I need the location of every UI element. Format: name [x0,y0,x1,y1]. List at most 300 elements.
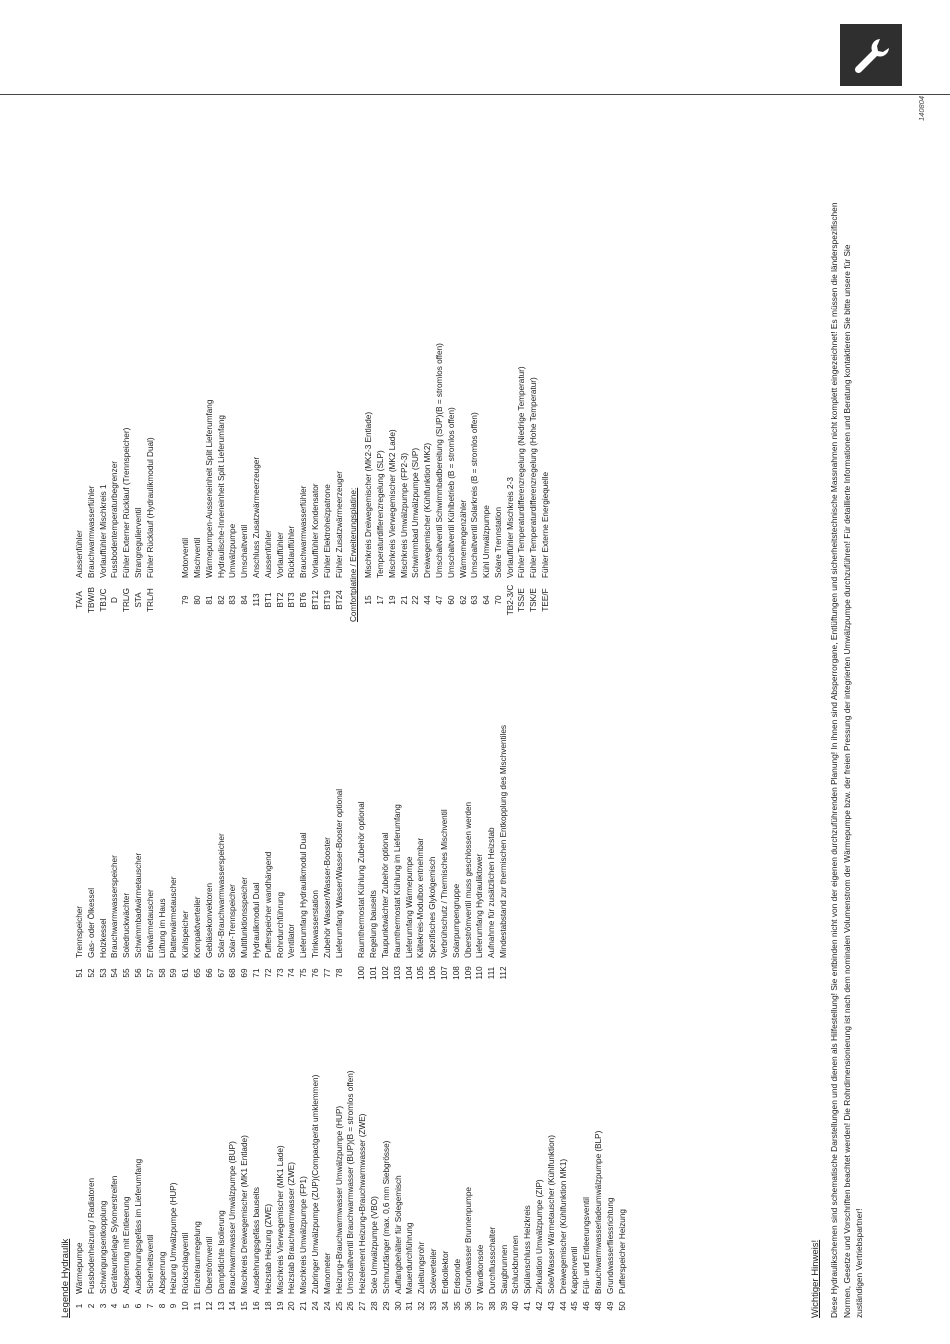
legend-label: Lieferumfang Wasser/Wasser-Booster optional [334,788,344,958]
legend-row [121,725,133,988]
legend-title: Legende Hydraulik [60,1238,71,1318]
note-title: Wichtiger Hinweis! [810,1239,821,1318]
service-badge [840,24,902,86]
legend-number: STA [133,592,143,608]
legend-label: Kompaktverteiler [192,896,202,958]
legend-row [74,1071,86,1318]
legend-row [387,343,399,622]
legend-row [239,1071,251,1318]
legend-list-3 [74,343,345,622]
legend-row [399,343,411,622]
legend-row [363,343,375,622]
legend-row [322,343,334,622]
legend-number: 4 [110,1303,120,1309]
legend-label: Brauchwarmwasserspeicher [110,855,120,958]
legend-row [416,1071,428,1318]
legend-number: 69 [240,968,250,978]
legend-number: 51 [75,968,84,978]
legend-label: Aussenfühler [263,530,273,578]
legend-row [415,725,427,988]
legend-number: 50 [617,1301,627,1311]
legend-row [334,1071,346,1318]
legend-row [286,725,298,988]
legend-number: 112 [498,966,508,980]
legend-number: 15 [240,1301,250,1311]
legend-label: Fühler Externe Energiequelle [541,471,551,578]
legend-label: Erdwärmetauscher [145,889,155,958]
legend-label: Taupunktwächter Zubehör optional [380,832,390,958]
rotated-legend-sheet [58,118,918,1318]
legend-number: 102 [380,966,390,980]
legend-number: 72 [263,968,273,978]
legend-number: TB1/C [98,588,108,612]
legend-number: 33 [428,1301,438,1311]
legend-label: Plattenwärmetauscher [169,876,179,958]
legend-row [368,725,380,988]
legend-row [133,1071,145,1318]
legend-row [446,343,458,622]
legend-label: Vorlauffühler [275,532,285,578]
legend-number: 42 [535,1301,545,1311]
legend-row [109,725,121,988]
legend-row [593,1071,605,1318]
legend-label: Umschaltventil Solarkreis (B = stromlos offen) [470,412,480,578]
legend-row [393,1071,405,1318]
legend-row [428,1071,440,1318]
legend-row [180,725,192,988]
legend-number: 35 [452,1301,462,1311]
legend-label: Absperrung [157,1251,167,1294]
legend-number: 101 [369,966,379,980]
legend-label: Ausdehnungsgefäss im Lieferumfang [133,1158,143,1294]
legend-row [381,1071,393,1318]
legend-label: Regelung bauseits [369,890,379,958]
legend-column-1 [58,1071,628,1318]
legend-row [251,725,263,988]
legend-row [298,725,310,988]
legend-number: 44 [558,1301,568,1311]
legend-row [510,1071,522,1318]
legend-row [168,725,180,988]
legend-number: BT24 [334,590,344,610]
legend-number: 39 [499,1301,509,1311]
legend-label: Gas- oder Ölkessel [86,887,96,958]
legend-number: 20 [287,1301,297,1311]
legend-label: Zubringer Umwälzpumpe (ZUP)(Compactgerät umklemmen) [310,1074,320,1294]
legend-label: Strangregulierventil [133,507,143,578]
legend-row [145,1071,157,1318]
legend-number: 3 [98,1303,108,1309]
legend-column-2 [74,725,510,988]
legend-label: Lieferumfang Hydrauliktower [475,853,485,958]
legend-row [204,725,216,988]
legend-number: 104 [404,966,414,980]
legend-number: 82 [216,595,226,605]
legend-row [439,725,451,988]
legend-number: D [110,597,120,603]
legend-number: 38 [487,1301,497,1311]
legend-label: Brauchwarmwasserladeumwälzpumpe (BLP) [594,1130,604,1294]
legend-label: Solarpumpengruppe [451,883,461,958]
legend-label: Ausdehnungsgefäss bauseits [251,1187,261,1294]
legend-row [157,725,169,988]
legend-row [298,1071,310,1318]
legend-row [121,1071,133,1318]
legend-label: Solar-Trennspeicher [228,884,238,958]
legend-row [463,725,475,988]
legend-row [499,1071,511,1318]
legend-row [133,343,145,622]
legend-label: Schmutzfänger (max. 0,6 mm Siebgrösse) [381,1140,391,1294]
legend-label: Heizstab Heizung (ZWE) [263,1203,273,1294]
legend-row [357,1071,369,1318]
legend-label: Raumthermostat Kühlung Zubehör optional [357,801,367,958]
note-text: Diese Hydraulikschemen sind schematische Darstellungen und dienen als Hilfestellung! Sie entbinden nicht von der eigenen durchzuführenden Planung! In ihnen sind Absperrorgane, Entlüftungen und sicherheitstechnische Massnahmen nicht komplett eingezeichnet! Es müssen die länderspezifischen Normen, Gesetze und Vorschriften beachtet werden! Die Rohrdimensionierung ist nach dem nominalen Volumenstrom der Wärmepumpe bzw. der freien Pressung der integrierten Umwälzpumpe durchzuführen! Für detaillierte Informationen und Beratung kontaktieren Sie bitte unsere für Sie zuständigen Vertriebspartner! [829,202,865,1318]
legend-row [98,1071,110,1318]
legend-label: Mischkreis Dreiwegemischer (MK2-3 Entlade) [364,411,374,578]
legend-row [263,1071,275,1318]
legend-row [275,1071,287,1318]
legend-number: 24 [310,1301,320,1311]
legend-label: Temperaturdifferenzregelung (SLP) [375,450,385,578]
legend-row [133,725,145,988]
legend-row [216,725,228,988]
legend-number: 25 [334,1301,344,1311]
legend-number: TRL/G [122,587,132,613]
legend-row [486,725,498,988]
legend-label: Soledruckwächter [122,892,132,958]
legend-number: 60 [446,595,456,605]
legend-number: 5 [122,1303,132,1309]
legend-label: Sicherheitsventil [145,1234,155,1294]
legend-label: Mischkreis Vierwegemischer (MK2 Lade) [387,429,397,578]
legend-number: 2 [86,1303,96,1309]
legend-row [216,1071,228,1318]
legend-row [451,725,463,988]
legend-label: Fühler Rücklauf (Hydraulikmodul Dual) [145,437,155,578]
legend-row [239,725,251,988]
legend-label: Überströmventil muss geschlossen werden [463,801,473,958]
legend-row [369,1071,381,1318]
legend-row [86,343,98,622]
legend-number: 77 [322,968,332,978]
legend-row [298,343,310,622]
legend-label: Umwälzpumpe [228,523,238,578]
legend-number: TBW/B [86,587,96,613]
legend-number: 21 [299,1301,309,1311]
legend-label: Rohrdurchführung [275,892,285,958]
legend-number: 37 [476,1301,486,1311]
legend-label: Spülanschluss Heizkreis [523,1205,533,1294]
legend-label: Kappenventil [570,1246,580,1294]
legend-label: Zirkulation Umwälzpumpe (ZIP) [535,1179,545,1294]
legend-number: 21 [399,595,409,605]
legend-row [227,725,239,988]
legend-label: Spezifisches Glykolgemisch [428,856,438,958]
legend-label: Wandkonsole [476,1244,486,1294]
legend-number: 76 [310,968,320,978]
legend-number: TRL/H [145,588,155,612]
legend-label: Schwingungsentkopplung [98,1200,108,1294]
legend-row [286,343,298,622]
legend-label: Fussbodentemperaturbegrenzer [110,461,120,578]
legend-row [275,343,287,622]
legend-number: 84 [240,595,250,605]
legend-number: 22 [411,595,421,605]
legend-row [404,1071,416,1318]
legend-label: Aufnahme für zusätzlichen Heizstab [487,827,497,958]
legend-number: 9 [169,1303,179,1309]
legend-label: Fühler Zusatzwärmeerzeuger [334,471,344,578]
legend-label: Wärmepumpe [75,1242,84,1294]
legend-list-2 [74,725,345,988]
legend-label: Überströmventil [204,1236,214,1294]
legend-number: 45 [570,1301,580,1311]
legend-row [227,343,239,622]
header-rule [0,94,950,95]
comfort-board-title: Comfortplatine / Erweiterungsplatine: [349,487,359,622]
legend-number: 110 [475,966,485,980]
legend-number: TB2-3/C [505,584,515,616]
legend-label: Schwimmbad Umwälzpumpe (SUP) [411,447,421,578]
legend-number: 31 [405,1301,415,1311]
legend-number: 10 [181,1301,191,1311]
legend-row [558,1071,570,1318]
legend-row [251,343,263,622]
legend-number: 58 [157,968,167,978]
legend-label: Mischkreis Umwälzpumpe (FP2-3) [399,452,409,578]
legend-row [192,343,204,622]
legend-label: Pufferspeicher wandhängend [263,851,273,958]
legend-number: 1 [75,1303,84,1309]
legend-label: Wärmemengenzähler [458,499,468,578]
legend-number: 103 [392,966,402,980]
legend-label: Mauerdurchführung [405,1222,415,1294]
legend-label: Raumthermostat Kühlung im Lieferumfang [392,804,402,958]
legend-number: 28 [369,1301,379,1311]
legend-number: 56 [133,968,143,978]
legend-label: Sole Umwälzpumpe (VBO) [369,1196,379,1294]
legend-row [322,725,334,988]
legend-number: 62 [458,595,468,605]
legend-number: 61 [181,968,191,978]
legend-row [434,343,446,622]
legend-label: Heizung+Brauchwarmwasser Umwälzpumpe (HUP) [334,1105,344,1294]
legend-label: Trinkwasserstation [310,890,320,958]
legend-number: TA/A [75,591,84,609]
legend-number: TSK/E [529,588,539,612]
legend-label: Dampfdichte Isolierung [216,1210,226,1294]
wrench-icon [849,33,893,77]
legend-row [109,343,121,622]
legend-label: Durchflussschalter [487,1226,497,1294]
legend-label: Mischventil [192,537,202,578]
legend-row [286,1071,298,1318]
legend-row [98,725,110,988]
legend-number: 15 [364,595,374,605]
legend-number: 65 [192,968,202,978]
legend-number: 11 [192,1301,202,1311]
legend-number: BT12 [310,590,320,610]
legend-row [168,343,180,622]
legend-number: 107 [439,966,449,980]
legend-number: 16 [251,1301,261,1311]
legend-number: 111 [487,966,497,980]
legend-label: Grundwasser Brunnenpumpe [464,1187,474,1294]
legend-row [569,1071,581,1318]
legend-row [481,343,493,622]
legend-label: Umschaltventil Brauchwarmwasser (BUP)(B = stromlos offen) [346,1070,356,1294]
legend-label: Lüftung im Haus [157,898,167,958]
legend-row [516,343,528,622]
legend-row [458,343,470,622]
legend-row [505,343,517,622]
legend-label: Mischkreis Dreiwegemischer (MK1 Entlade) [240,1135,250,1294]
legend-label: Hydraulische-Inneneinheit Split Lieferumfang [216,415,226,578]
legend-label: Fühler Elektroheizpatrone [322,484,332,578]
legend-number: 29 [381,1301,391,1311]
legend-number: 70 [493,595,503,605]
legend-row [487,1071,499,1318]
legend-label: Manometer [322,1252,332,1294]
legend-label: Saugbrunnen [499,1244,509,1294]
legend-row [322,1071,334,1318]
legend-number: BT19 [322,590,332,610]
legend-number: 36 [464,1301,474,1311]
legend-row [251,1071,263,1318]
legend-label: Einzelraumregelung [192,1221,202,1294]
legend-row [310,725,322,988]
legend-number: 63 [470,595,480,605]
legend-number: 6 [133,1303,143,1309]
legend-row [145,725,157,988]
legend-row [493,343,505,622]
legend-number: 74 [287,968,297,978]
legend-number: 46 [582,1301,592,1311]
legend-number: 34 [440,1301,450,1311]
legend-list-3b [363,343,552,622]
legend-label: Verbrühschutz / Thermisches Mischventil [439,809,449,958]
legend-number: 109 [463,966,473,980]
legend-row [192,1071,204,1318]
legend-label: Pufferspeicher Heizung [617,1209,627,1294]
legend-label: Kühlspeicher [181,910,191,958]
legend-row [86,725,98,988]
legend-label: Gebläsekonvektoren [204,882,214,958]
legend-label: Rücklauffühler [287,525,297,578]
legend-label: Kühl Umwälzpumpe [482,505,492,578]
legend-label: Schwimmbadwärmetauscher [133,852,143,958]
legend-number: 59 [169,968,179,978]
legend-number: 55 [122,968,132,978]
legend-number: 47 [434,595,444,605]
legend-label: Schluckbrunnen [511,1235,521,1294]
legend-number: 53 [98,968,108,978]
legend-number: 12 [204,1301,214,1311]
legend-label: Brauchwarmwasserfühler [299,485,309,578]
legend-number: BT2 [275,592,285,608]
legend-label: Heizung Umwälzpumpe (HUP) [169,1182,179,1294]
legend-row [334,343,346,622]
legend-label: Multifunktionsspeicher [240,876,250,958]
legend-row [540,343,552,622]
legend-number: TEE/F [541,588,551,612]
legend-row [617,1071,629,1318]
legend-number: 43 [546,1301,556,1311]
legend-row [427,725,439,988]
legend-number: 57 [145,968,155,978]
legend-label: Auffangbehälter für Solegemisch [393,1175,403,1294]
legend-label: Zuleitungsrohr [417,1241,427,1294]
legend-row [528,343,540,622]
legend-number: BT6 [299,592,309,608]
legend-number: 7 [145,1303,155,1309]
legend-row [263,343,275,622]
legend-row [452,1071,464,1318]
legend-number: 75 [299,968,309,978]
legend-label: Trennspeicher [75,905,84,958]
legend-number: 13 [216,1301,226,1311]
legend-row [356,725,368,988]
legend-row [86,1071,98,1318]
legend-label: Zubehör Wasser/Wasser-Booster [322,837,332,958]
legend-number: 105 [416,966,426,980]
legend-label: Brauchwarmwasser Umwälzpumpe (BUP) [228,1141,238,1294]
legend-number: 49 [605,1301,615,1311]
legend-number: 64 [482,595,492,605]
legend-label: Grundwasserfliessrichtung [605,1197,615,1294]
legend-number: BT1 [263,592,273,608]
legend-label: Kältekreis-Modulbox entnehmbar [416,837,426,958]
legend-row [392,725,404,988]
legend-label: Vorlauffühler Mischkreis 1 [98,484,108,578]
legend-label: Umschaltventil Kühlbetrieb (B = stromlos offen) [446,407,456,578]
legend-row [204,343,216,622]
legend-number: 81 [204,595,214,605]
legend-number: 67 [216,968,226,978]
legend-label: Erdkollektor [440,1250,450,1294]
legend-row [440,1071,452,1318]
legend-label: Fussbodenheizung / Radiatoren [86,1177,96,1294]
legend-label: Holzkessel [98,918,108,958]
legend-label: Brauchwarmwasserfühler [86,485,96,578]
legend-row [275,725,287,988]
legend-row [410,343,422,622]
legend-number: 27 [358,1301,368,1311]
legend-row [204,1071,216,1318]
legend-row [263,725,275,988]
legend-row [474,725,486,988]
legend-label: Soleverteiler [428,1248,438,1294]
legend-row [380,725,392,988]
legend-row [168,1071,180,1318]
legend-number: 19 [275,1301,285,1311]
legend-number: 108 [451,966,461,980]
legend-label: Ventilator [287,923,297,958]
legend-row [404,725,416,988]
legend-number: 52 [86,968,96,978]
legend-row [422,343,434,622]
legend-row [192,725,204,988]
legend-number: 80 [192,595,202,605]
legend-number: 79 [181,595,191,605]
legend-label: Vorlauffühler Kondensator [310,483,320,578]
legend-row [145,343,157,622]
legend-label: Dreiwegemischer (Kühlfunktion MK1) [558,1158,568,1294]
legend-row [180,343,192,622]
legend-number: 73 [275,968,285,978]
legend-number: 83 [228,595,238,605]
